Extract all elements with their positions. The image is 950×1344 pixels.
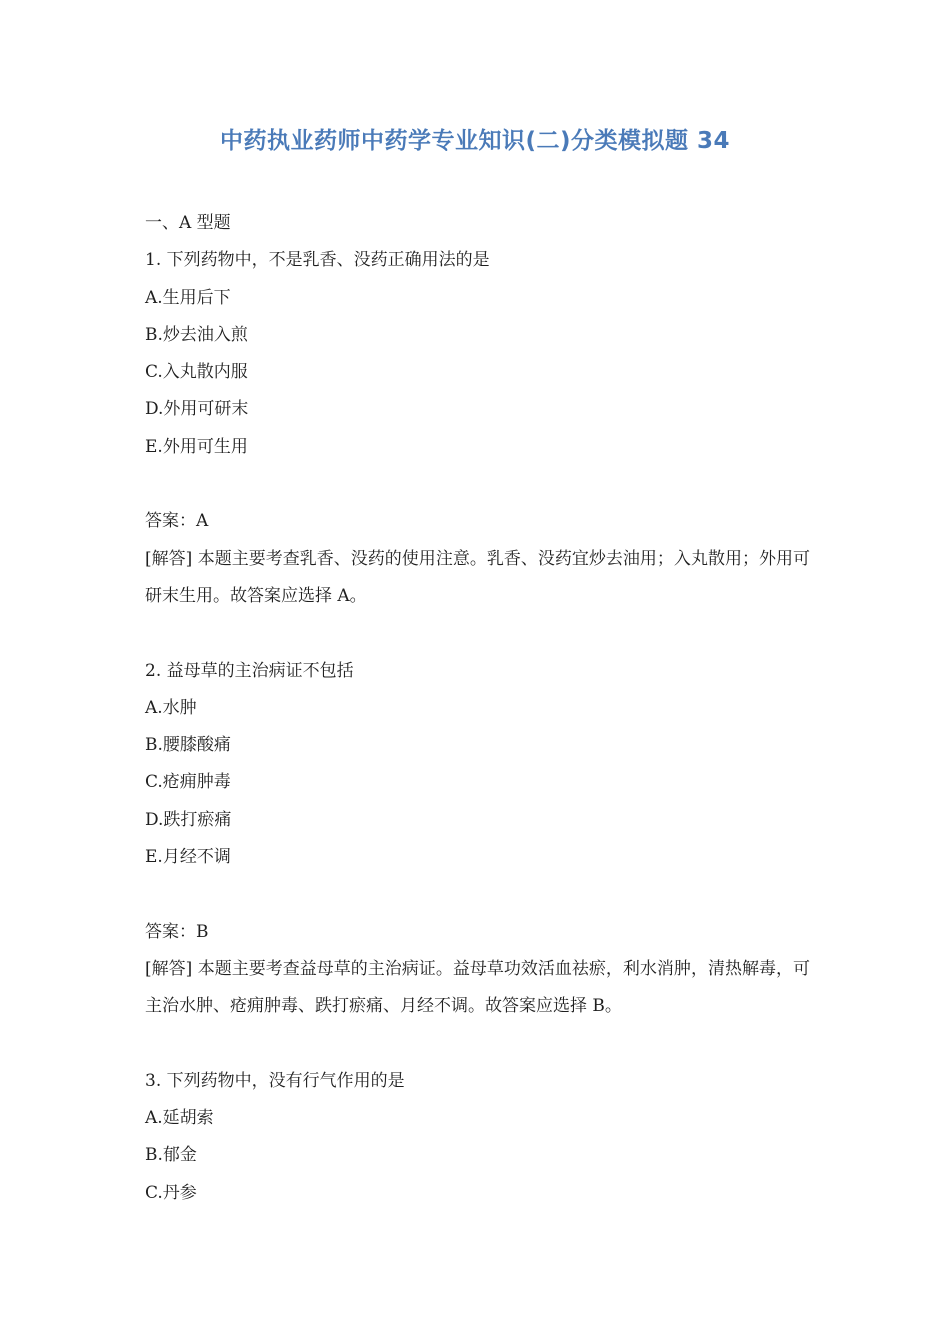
question-stem: 1. 下列药物中，不是乳香、没药正确用法的是 — [145, 250, 490, 271]
question-stem: 3. 下列药物中，没有行气作用的是 — [145, 1070, 405, 1091]
option-c: C.丹参 — [145, 1182, 197, 1203]
option-b: B.郁金 — [145, 1145, 197, 1166]
option-e: E.外用可生用 — [145, 436, 248, 457]
spacer — [145, 1026, 810, 1063]
option-d: D.跌打瘀痛 — [145, 809, 232, 830]
spacer — [145, 615, 810, 652]
question-2 — [145, 653, 810, 1063]
option-b: B.炒去油入煎 — [145, 324, 248, 345]
spacer — [145, 876, 810, 913]
question-stem: 2. 益母草的主治病证不包括 — [145, 660, 354, 681]
answer-line: 答案：A — [145, 511, 209, 532]
document-title: 中药执业药师中药学专业知识(二)分类模拟题 34 — [219, 128, 731, 154]
option-d: D.外用可研末 — [145, 399, 249, 420]
option-a: A.生用后下 — [145, 287, 231, 308]
option-e: E.月经不调 — [145, 847, 231, 868]
option-a: A.延胡索 — [145, 1108, 214, 1129]
option-c: C.入丸散内服 — [145, 362, 248, 383]
question-3 — [145, 1063, 810, 1212]
document-body — [145, 205, 810, 1212]
section-heading: 一、A 型题 — [145, 213, 231, 233]
answer-line: 答案：B — [145, 921, 209, 942]
explanation-paragraph: [解答] 本题主要考查乳香、没药的使用注意。乳香、没药宜炒去油用；入丸散用；外用可研末生用。故答案应选择 A。 — [145, 548, 810, 606]
question-1 — [145, 242, 810, 652]
option-a: A.水肿 — [145, 697, 197, 718]
explanation-paragraph: [解答] 本题主要考查益母草的主治病证。益母草功效活血祛瘀，利水消肿，清热解毒，可主治水肿、疮痈肿毒、跌打瘀痛、月经不调。故答案应选择 B。 — [145, 958, 810, 1017]
option-c: C.疮痈肿毒 — [145, 772, 231, 793]
spacer — [145, 466, 810, 503]
option-b: B.腰膝酸痛 — [145, 735, 231, 756]
